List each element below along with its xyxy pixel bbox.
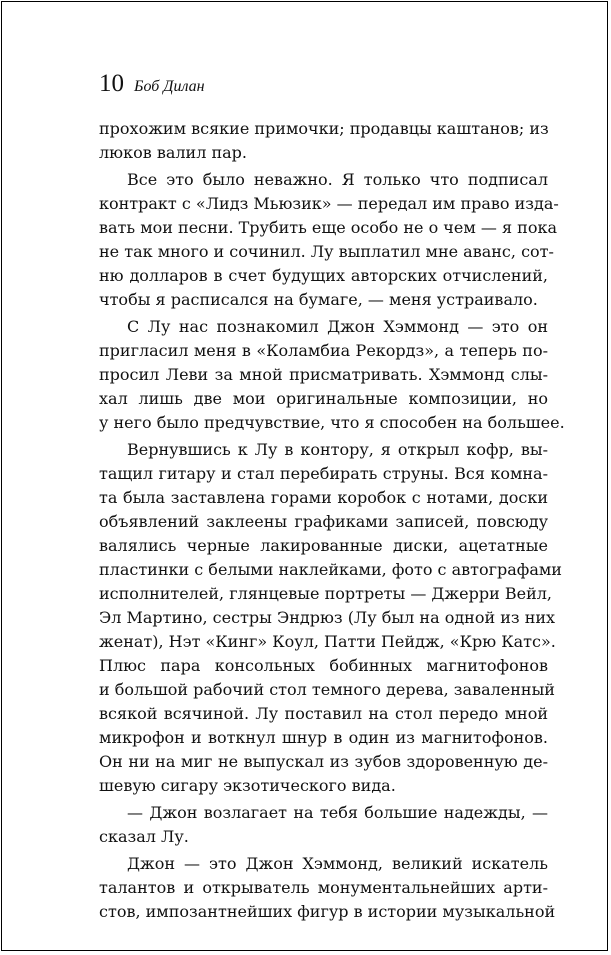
text-line: хал лишь две мои оригинальные композиции, но	[99, 389, 548, 408]
paragraph	[99, 852, 556, 924]
text-line: Эл Мартино, сестры Эндрюз (Лу был на одной из них	[99, 608, 556, 627]
text-line: прохожим всякие примочки; продавцы каштанов; из	[99, 119, 549, 138]
text-line: и большой рабочий стол темного дерева, заваленный	[99, 680, 555, 699]
text-line: Все это было неважно. Я только что подписал	[127, 170, 548, 189]
text-line: просил Леви за мной присматривать. Хэммонд слы-	[99, 365, 548, 384]
text-line: Плюс пара консольных бобинных магнитофонов	[99, 656, 548, 675]
text-line: Вернувшись к Лу в контору, я открыл кофр, вы-	[127, 440, 548, 459]
text-line: — Джон возлагает на тебя большие надежды, —	[127, 803, 548, 822]
paragraph	[99, 117, 548, 165]
text-line: стов, импозантнейших фигур в истории музыкальной	[99, 902, 556, 921]
text-line: валялись черные лакированные диски, ацетатные	[99, 536, 548, 555]
paragraph	[99, 801, 548, 849]
text-line: шевую сигару экзотического вида.	[99, 776, 396, 795]
text-line: чтобы я расписался на бумаге, — меня устраивало.	[99, 290, 538, 309]
text-line: ню долларов в счет будущих авторских отчислений,	[99, 266, 548, 285]
text-line: Джон — это Джон Хэммонд, великий искатель	[127, 854, 548, 873]
page-header	[99, 70, 205, 98]
page-number: 10	[99, 70, 124, 97]
body-text	[99, 117, 565, 924]
text-line: С Лу нас познакомил Джон Хэммонд — это он	[127, 317, 548, 336]
running-title: Боб Дилан	[134, 78, 205, 95]
text-line: контракт с «Лидз Мьюзик» — передал им право изда-	[99, 194, 559, 213]
paragraph	[99, 315, 565, 435]
book-page	[1, 1, 608, 951]
text-line: вать мои песни. Трубить еще особо не о чем — я пока	[99, 218, 557, 237]
text-line: у него было предчувствие, что я способен на большее.	[99, 413, 565, 432]
text-line: пригласил меня в «Коламбиа Рекордз», а теперь по-	[99, 341, 548, 360]
text-line: микрофон и воткнул шнур в один из магнитофонов.	[99, 728, 548, 747]
text-line: пластинки с белыми наклейками, фото с автографами	[99, 560, 562, 579]
text-line: объявлений заклеены графиками записей, повсюду	[99, 512, 548, 531]
text-line: Он ни на миг не выпускал из зубов здоровенную де-	[99, 752, 548, 771]
text-line: талантов и открыватель монументальнейших арти-	[99, 878, 548, 897]
paragraph	[99, 438, 562, 798]
paragraph	[99, 168, 559, 312]
text-line: люков валил пар.	[99, 143, 247, 162]
text-line: та была заставлена горами коробок с нотами, доски	[99, 488, 548, 507]
text-line: всякой всячиной. Лу поставил на стол передо мной	[99, 704, 548, 723]
text-line: женат), Нэт «Кинг» Коул, Патти Пейдж, «Крю Катс».	[99, 632, 556, 651]
text-line: тащил гитару и стал перебирать струны. Вся комна-	[99, 464, 548, 483]
text-line: исполнителей, глянцевые портреты — Джерри Вейл,	[99, 584, 552, 603]
text-line: сказал Лу.	[99, 827, 189, 846]
text-line: не так много и сочинил. Лу выплатил мне аванс, сот-	[99, 242, 554, 261]
